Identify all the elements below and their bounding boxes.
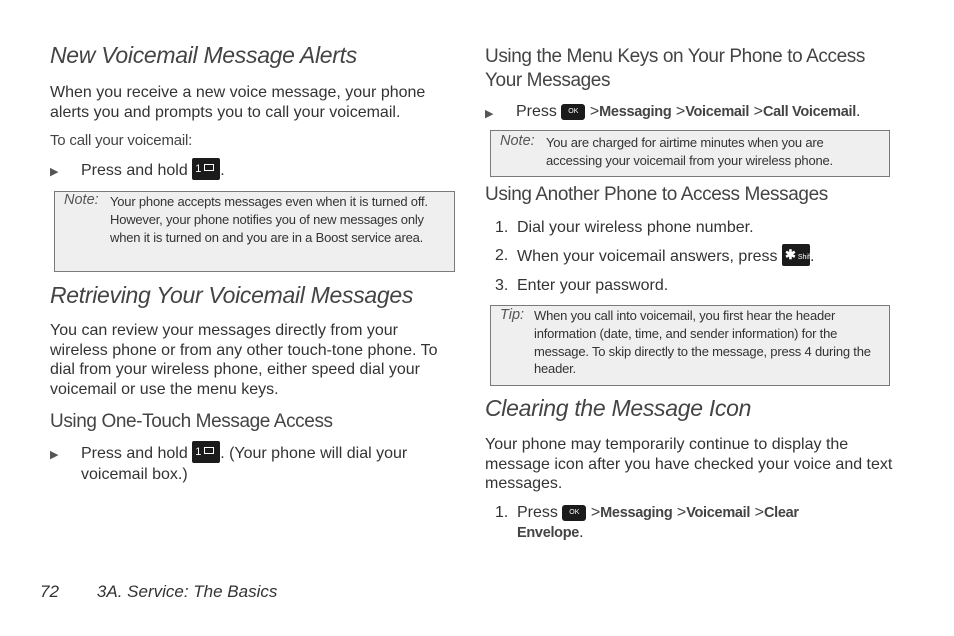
voicemail-key-icon: 1	[192, 158, 220, 180]
bullet-arrow-icon: ▶	[50, 449, 59, 461]
note-body: You are charged for airtime minutes when you are accessing your voicemail from your wireless phone.	[546, 135, 833, 168]
one-touch-bullet	[50, 443, 455, 487]
another-phone-heading: Using Another Phone to Access Messages	[485, 184, 828, 205]
path-voicemail: Voicemail	[686, 505, 751, 521]
retrieving-heading: Retrieving Your Voicemail Messages	[50, 282, 414, 308]
one-touch-rest: . (Your phone will dial your voicemail box.)	[81, 445, 408, 483]
bullet-arrow-icon: ▶	[50, 166, 59, 178]
alerts-heading: New Voicemail Message Alerts	[50, 42, 357, 68]
step-1: 1. Dial your wireless phone number.	[495, 219, 754, 236]
clearing-heading: Clearing the Message Icon	[485, 395, 752, 421]
step-2: 2. When your voicemail answers, press ✱ Shift.	[485, 246, 895, 270]
menu-keys-heading: Using the Menu Keys on Your Phone to Access Your Messages	[485, 46, 865, 91]
path-messaging: Messaging	[600, 505, 673, 521]
clear-step-1: 1. Press OK >Messaging >Voicemail >Clear Envelope.	[495, 504, 799, 541]
menu-path-bullet: ▶ Press OK >Messaging >Voicemail >Call Voicemail.	[485, 102, 895, 124]
page-number: 72	[40, 582, 59, 601]
note-box-2	[490, 130, 890, 177]
ok-key-icon: OK	[561, 104, 585, 120]
retrieving-body: You can review your messages directly from your wireless phone or from any other touch-tone phone. To dial from your wireless phone, either speed dial your voicemail or use the menu keys.	[50, 322, 438, 398]
tip-label: Tip:	[500, 307, 525, 323]
to-call-label: To call your voicemail:	[50, 132, 193, 149]
section-title: 3A. Service: The Basics	[96, 582, 278, 601]
one-touch-heading: Using One-Touch Message Access	[50, 411, 333, 432]
voicemail-key-icon: 1	[192, 441, 220, 463]
press-hold-bullet: ▶ Press and hold 1 .	[50, 160, 455, 182]
press-hold-text: Press and hold	[81, 162, 188, 180]
one-touch-text: Press and hold	[81, 445, 188, 463]
note-label: Note:	[64, 192, 99, 208]
ok-key-icon: OK	[562, 505, 586, 521]
path-voicemail: Voicemail	[685, 104, 750, 120]
path-call-voicemail: Call Voicemail	[762, 104, 856, 120]
clearing-body: Your phone may temporarily continue to display the message icon after you have checked your voice and text messages.	[485, 436, 893, 493]
note-body: Your phone accepts messages even when it is turned off. However, your phone notifies you of new messages only when it is turned on and you are in a Boost service area.	[110, 194, 428, 245]
step-3: 3. Enter your password.	[495, 277, 669, 294]
star-shift-key-icon: ✱ Shift	[782, 244, 810, 266]
note-label: Note:	[500, 133, 535, 149]
note-box-1	[54, 191, 455, 272]
tip-box	[490, 305, 890, 386]
bullet-arrow-icon: ▶	[485, 108, 494, 120]
page-footer	[40, 582, 277, 602]
alerts-body: When you receive a new voice message, your phone alerts you and prompts you to call your voicemail.	[50, 84, 426, 121]
path-messaging: Messaging	[599, 104, 672, 120]
path-clear-envelope: Clear Envelope	[517, 505, 799, 541]
tip-body: When you call into voicemail, you first hear the header information (date, time, and sender information) for the message. To skip directly to the message, press 4 during the header.	[534, 308, 871, 377]
